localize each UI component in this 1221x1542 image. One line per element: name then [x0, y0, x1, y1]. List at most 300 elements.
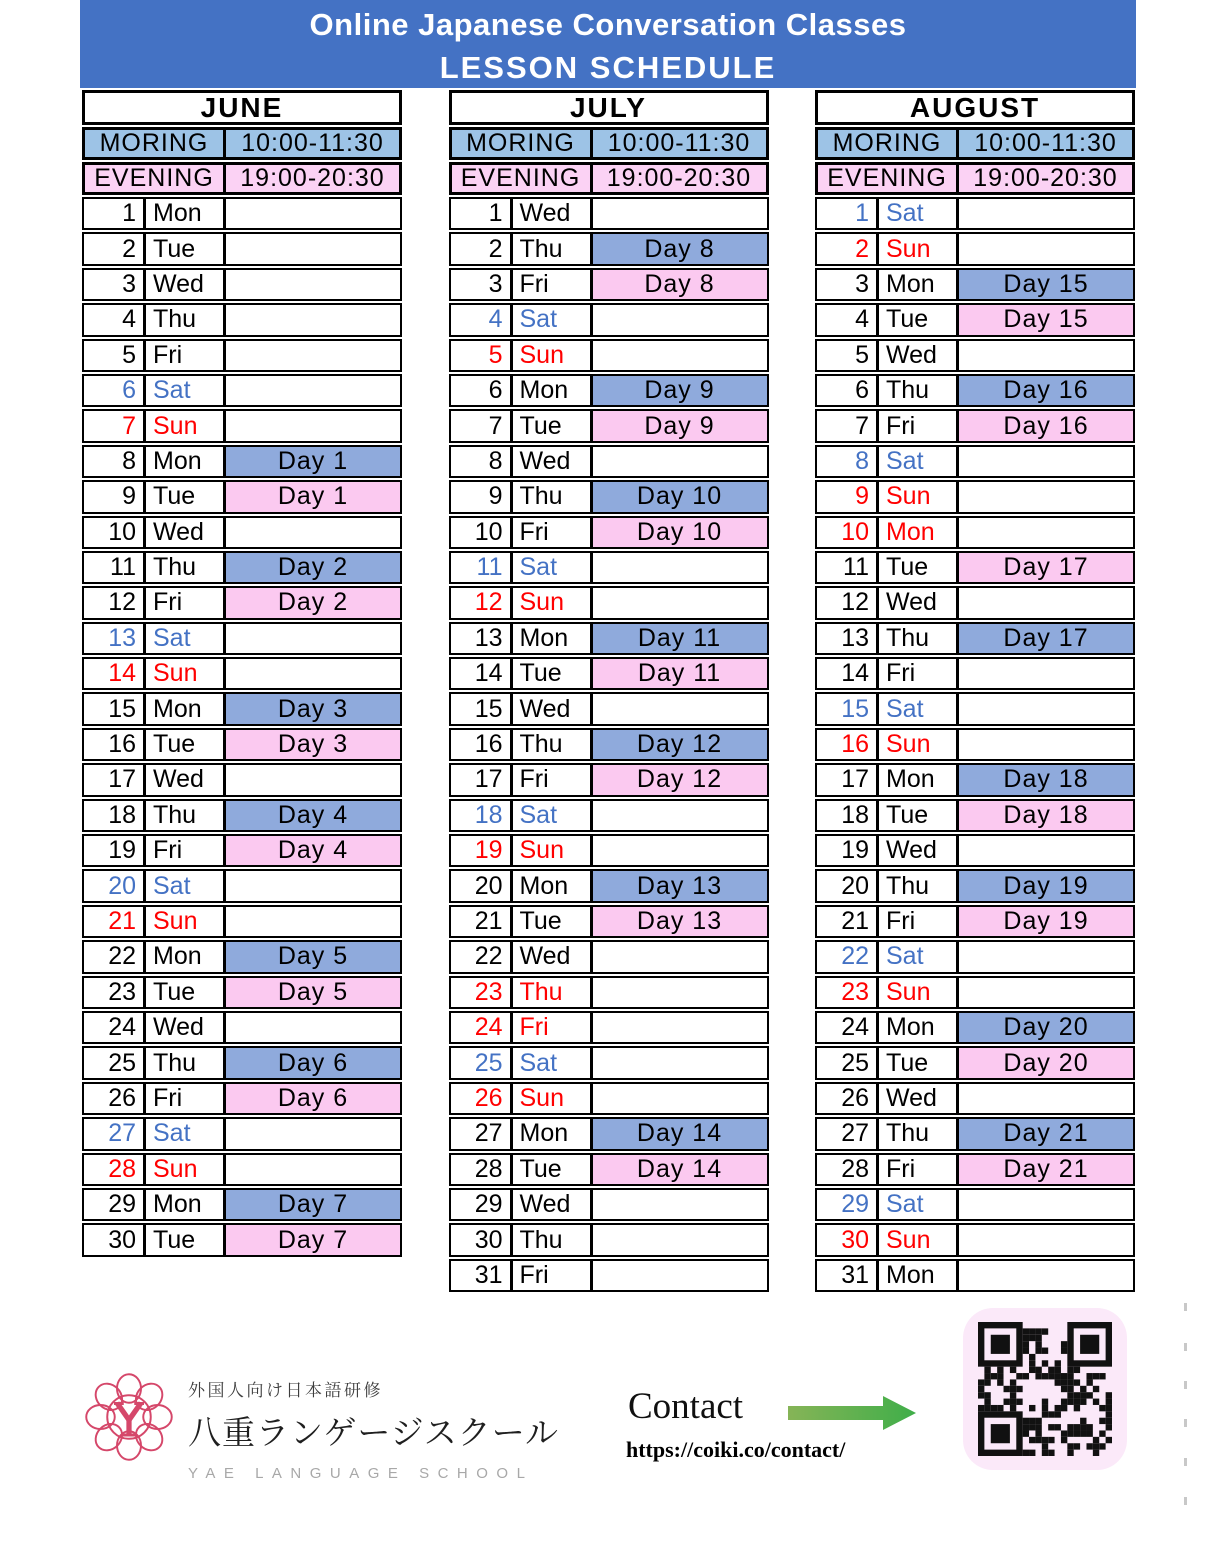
- day-row: [82, 692, 402, 725]
- day-row: [449, 303, 769, 336]
- day-number: 3: [817, 270, 879, 299]
- lesson-cell: [593, 694, 767, 723]
- day-row: [82, 586, 402, 619]
- day-number: 19: [817, 836, 879, 865]
- page-title: Online Japanese Conversation Classes: [309, 7, 907, 42]
- day-row: [815, 409, 1135, 442]
- school-name-jp: 八重ランゲージスクール: [188, 1414, 560, 1451]
- day-number: 6: [451, 376, 513, 405]
- day-number: 29: [451, 1190, 513, 1219]
- lesson-cell: [226, 234, 400, 263]
- lesson-cell: Day 4: [226, 836, 400, 865]
- day-number: 30: [84, 1225, 146, 1254]
- page-subtitle: LESSON SCHEDULE: [439, 50, 777, 85]
- day-name: Tue: [879, 305, 959, 334]
- lesson-cell: Day 2: [226, 588, 400, 617]
- day-name: Thu: [146, 553, 226, 582]
- day-row: [815, 374, 1135, 407]
- school-identity: [188, 1376, 559, 1482]
- lesson-cell: [959, 341, 1133, 370]
- trim-mark: [1184, 1343, 1187, 1351]
- day-row: [815, 657, 1135, 690]
- day-name: Tue: [146, 978, 226, 1007]
- day-number: 9: [451, 482, 513, 511]
- day-number: 23: [451, 978, 513, 1007]
- day-row: [449, 657, 769, 690]
- lesson-cell: Day 12: [593, 730, 767, 759]
- day-name: Fri: [879, 907, 959, 936]
- day-name: Thu: [146, 1048, 226, 1077]
- lesson-cell: Day 6: [226, 1084, 400, 1113]
- session-time: 19:00-20:30: [226, 165, 399, 192]
- day-number: 15: [817, 694, 879, 723]
- day-row: [449, 445, 769, 478]
- arrow-right-icon: [788, 1392, 918, 1439]
- day-number: 25: [451, 1048, 513, 1077]
- month-title: JULY: [449, 90, 769, 125]
- lesson-cell: [593, 1225, 767, 1254]
- school-name-en: YAE LANGUAGE SCHOOL: [188, 1465, 534, 1482]
- lesson-cell: Day 18: [959, 801, 1133, 830]
- day-number: 3: [84, 270, 146, 299]
- session-time: 19:00-20:30: [593, 165, 766, 192]
- day-number: 26: [817, 1084, 879, 1113]
- day-number: 5: [817, 341, 879, 370]
- day-name: Tue: [879, 801, 959, 830]
- day-row: [449, 1153, 769, 1186]
- session-label: MORING: [85, 130, 226, 157]
- lesson-cell: [226, 659, 400, 688]
- day-name: Mon: [146, 942, 226, 971]
- day-row: [815, 799, 1135, 832]
- session-label: EVENING: [818, 165, 959, 192]
- day-name: Sun: [146, 1155, 226, 1184]
- day-name: Sun: [879, 730, 959, 759]
- day-name: Tue: [146, 482, 226, 511]
- session-time: 10:00-11:30: [226, 130, 399, 157]
- day-name: Thu: [513, 1225, 593, 1254]
- lesson-cell: Day 11: [593, 624, 767, 653]
- day-number: 20: [817, 871, 879, 900]
- lesson-cell: Day 3: [226, 694, 400, 723]
- day-row: [449, 1223, 769, 1256]
- day-row: [449, 197, 769, 230]
- qr-panel: [963, 1308, 1127, 1470]
- day-name: Fri: [146, 1084, 226, 1113]
- day-name: Mon: [513, 871, 593, 900]
- lesson-cell: [593, 836, 767, 865]
- month-june: [82, 90, 402, 1259]
- day-row: [815, 728, 1135, 761]
- day-number: 20: [451, 871, 513, 900]
- day-number: 21: [84, 907, 146, 936]
- day-row: [815, 1117, 1135, 1150]
- day-name: Sat: [879, 199, 959, 228]
- lesson-cell: Day 10: [593, 518, 767, 547]
- day-name: Sat: [146, 871, 226, 900]
- lesson-cell: Day 19: [959, 907, 1133, 936]
- day-name: Mon: [879, 765, 959, 794]
- trim-mark: [1184, 1458, 1187, 1466]
- lesson-cell: Day 15: [959, 305, 1133, 334]
- day-row: [815, 516, 1135, 549]
- day-number: 29: [84, 1190, 146, 1219]
- day-row: [449, 409, 769, 442]
- day-number: 11: [84, 553, 146, 582]
- day-name: Sat: [879, 942, 959, 971]
- day-name: Sat: [513, 801, 593, 830]
- lesson-cell: [593, 978, 767, 1007]
- day-number: 13: [84, 624, 146, 653]
- day-name: Sun: [513, 588, 593, 617]
- day-name: Sat: [513, 1048, 593, 1077]
- day-number: 17: [84, 765, 146, 794]
- day-number: 31: [817, 1261, 879, 1290]
- day-name: Mon: [146, 694, 226, 723]
- day-name: Thu: [879, 1119, 959, 1148]
- day-row: [815, 551, 1135, 584]
- day-name: Sat: [146, 1119, 226, 1148]
- day-number: 22: [817, 942, 879, 971]
- lesson-cell: [959, 1225, 1133, 1254]
- day-number: 18: [451, 801, 513, 830]
- lesson-cell: [226, 624, 400, 653]
- day-name: Sat: [146, 376, 226, 405]
- lesson-cell: [593, 1190, 767, 1219]
- session-label: MORING: [818, 130, 959, 157]
- day-name: Tue: [513, 659, 593, 688]
- day-name: Sat: [146, 624, 226, 653]
- day-name: Fri: [879, 1155, 959, 1184]
- day-name: Wed: [513, 199, 593, 228]
- day-row: [82, 303, 402, 336]
- lesson-cell: Day 3: [226, 730, 400, 759]
- lesson-cell: [226, 305, 400, 334]
- day-name: Mon: [879, 270, 959, 299]
- day-number: 1: [84, 199, 146, 228]
- day-number: 6: [84, 376, 146, 405]
- lesson-cell: Day 6: [226, 1048, 400, 1077]
- day-name: Sun: [146, 411, 226, 440]
- lesson-cell: [959, 978, 1133, 1007]
- day-number: 7: [817, 411, 879, 440]
- day-row: [82, 480, 402, 513]
- day-row: [815, 480, 1135, 513]
- month-august: [815, 90, 1135, 1294]
- day-number: 30: [451, 1225, 513, 1254]
- day-name: Fri: [513, 1013, 593, 1042]
- day-number: 5: [84, 341, 146, 370]
- lesson-cell: [593, 1048, 767, 1077]
- day-name: Sat: [879, 1190, 959, 1219]
- session-label: EVENING: [85, 165, 226, 192]
- day-name: Tue: [146, 1225, 226, 1254]
- lesson-cell: [226, 518, 400, 547]
- lesson-cell: Day 13: [593, 907, 767, 936]
- day-name: Fri: [513, 1261, 593, 1290]
- day-row: [82, 374, 402, 407]
- session-time: 10:00-11:30: [959, 130, 1132, 157]
- contact-url[interactable]: https://coiki.co/contact/: [626, 1437, 846, 1462]
- lesson-cell: Day 20: [959, 1048, 1133, 1077]
- lesson-cell: [593, 1084, 767, 1113]
- day-name: Mon: [146, 1190, 226, 1219]
- day-name: Wed: [513, 694, 593, 723]
- session-header-row: [449, 127, 769, 160]
- day-row: [815, 586, 1135, 619]
- lesson-cell: Day 21: [959, 1155, 1133, 1184]
- day-number: 11: [817, 553, 879, 582]
- day-row: [449, 374, 769, 407]
- day-row: [82, 905, 402, 938]
- day-row: [449, 339, 769, 372]
- day-row: [449, 232, 769, 265]
- day-name: Tue: [879, 553, 959, 582]
- day-name: Sun: [146, 659, 226, 688]
- day-name: Tue: [146, 234, 226, 263]
- day-number: 21: [817, 907, 879, 936]
- day-name: Wed: [146, 1013, 226, 1042]
- contact-label: Contact: [628, 1386, 744, 1427]
- day-row: [815, 1153, 1135, 1186]
- day-number: 2: [817, 234, 879, 263]
- day-number: 1: [817, 199, 879, 228]
- day-number: 12: [451, 588, 513, 617]
- day-number: 7: [451, 411, 513, 440]
- lesson-cell: [226, 907, 400, 936]
- day-number: 10: [817, 518, 879, 547]
- lesson-cell: [593, 942, 767, 971]
- day-number: 24: [84, 1013, 146, 1042]
- lesson-cell: [593, 305, 767, 334]
- day-name: Sun: [879, 234, 959, 263]
- day-row: [82, 834, 402, 867]
- day-row: [449, 905, 769, 938]
- session-time: 19:00-20:30: [959, 165, 1132, 192]
- day-row: [82, 1117, 402, 1150]
- day-row: [82, 976, 402, 1009]
- day-row: [449, 516, 769, 549]
- lesson-cell: Day 8: [593, 270, 767, 299]
- day-number: 25: [84, 1048, 146, 1077]
- lesson-cell: [959, 518, 1133, 547]
- day-name: Fri: [513, 765, 593, 794]
- lesson-cell: Day 20: [959, 1013, 1133, 1042]
- day-row: [449, 586, 769, 619]
- day-row: [449, 268, 769, 301]
- day-name: Thu: [513, 482, 593, 511]
- day-row: [82, 657, 402, 690]
- day-number: 3: [451, 270, 513, 299]
- day-number: 19: [451, 836, 513, 865]
- day-number: 28: [84, 1155, 146, 1184]
- day-row: [82, 516, 402, 549]
- lesson-cell: [959, 730, 1133, 759]
- lesson-cell: Day 2: [226, 553, 400, 582]
- lesson-cell: Day 14: [593, 1119, 767, 1148]
- day-row: [449, 976, 769, 1009]
- day-number: 19: [84, 836, 146, 865]
- banner: [80, 0, 1136, 88]
- lesson-cell: Day 18: [959, 765, 1133, 794]
- day-name: Sat: [879, 694, 959, 723]
- day-number: 16: [817, 730, 879, 759]
- day-number: 27: [817, 1119, 879, 1148]
- lesson-cell: Day 14: [593, 1155, 767, 1184]
- day-name: Thu: [513, 730, 593, 759]
- lesson-cell: Day 11: [593, 659, 767, 688]
- day-number: 14: [84, 659, 146, 688]
- day-name: Mon: [879, 1261, 959, 1290]
- day-name: Tue: [513, 411, 593, 440]
- lesson-cell: [593, 341, 767, 370]
- day-number: 10: [451, 518, 513, 547]
- trim-mark: [1184, 1381, 1187, 1389]
- day-number: 4: [84, 305, 146, 334]
- day-number: 11: [451, 553, 513, 582]
- day-name: Wed: [879, 836, 959, 865]
- day-number: 10: [84, 518, 146, 547]
- day-number: 14: [817, 659, 879, 688]
- day-row: [82, 197, 402, 230]
- trim-mark: [1184, 1303, 1187, 1311]
- lesson-cell: [226, 341, 400, 370]
- day-number: 24: [451, 1013, 513, 1042]
- day-row: [82, 1011, 402, 1044]
- lesson-cell: [593, 1013, 767, 1042]
- day-number: 7: [84, 411, 146, 440]
- day-number: 31: [451, 1261, 513, 1290]
- day-row: [82, 1082, 402, 1115]
- day-name: Wed: [146, 765, 226, 794]
- day-name: Fri: [879, 659, 959, 688]
- day-number: 13: [451, 624, 513, 653]
- day-number: 28: [817, 1155, 879, 1184]
- day-row: [82, 1046, 402, 1079]
- day-number: 21: [451, 907, 513, 936]
- day-row: [815, 905, 1135, 938]
- day-name: Fri: [146, 588, 226, 617]
- lesson-cell: [959, 234, 1133, 263]
- day-number: 12: [817, 588, 879, 617]
- day-row: [815, 268, 1135, 301]
- yae-school-logo-icon: [84, 1372, 174, 1467]
- session-header-row: [82, 162, 402, 195]
- day-number: 26: [451, 1084, 513, 1113]
- day-number: 28: [451, 1155, 513, 1184]
- qr-code[interactable]: [978, 1322, 1112, 1456]
- lesson-cell: Day 15: [959, 270, 1133, 299]
- day-row: [815, 232, 1135, 265]
- day-row: [82, 763, 402, 796]
- day-name: Sun: [146, 907, 226, 936]
- day-number: 15: [84, 694, 146, 723]
- day-row: [449, 480, 769, 513]
- day-name: Fri: [146, 836, 226, 865]
- day-row: [82, 940, 402, 973]
- day-name: Thu: [879, 624, 959, 653]
- day-number: 16: [84, 730, 146, 759]
- lesson-cell: [959, 588, 1133, 617]
- day-name: Tue: [146, 730, 226, 759]
- day-number: 1: [451, 199, 513, 228]
- lesson-cell: [593, 588, 767, 617]
- day-row: [815, 763, 1135, 796]
- day-row: [449, 551, 769, 584]
- trim-mark: [1184, 1419, 1187, 1427]
- day-row: [449, 940, 769, 973]
- lesson-cell: Day 10: [593, 482, 767, 511]
- day-name: Wed: [513, 447, 593, 476]
- lesson-cell: [226, 270, 400, 299]
- day-name: Thu: [146, 801, 226, 830]
- day-name: Sun: [513, 341, 593, 370]
- day-row: [449, 1082, 769, 1115]
- day-number: 8: [817, 447, 879, 476]
- lesson-cell: [959, 836, 1133, 865]
- lesson-cell: [226, 765, 400, 794]
- lesson-cell: [593, 553, 767, 582]
- day-name: Fri: [146, 341, 226, 370]
- day-row: [82, 1223, 402, 1256]
- day-number: 27: [451, 1119, 513, 1148]
- day-name: Thu: [513, 978, 593, 1007]
- lesson-cell: [959, 659, 1133, 688]
- day-name: Tue: [513, 907, 593, 936]
- trim-mark: [1184, 1497, 1187, 1505]
- session-header-row: [449, 162, 769, 195]
- day-row: [449, 692, 769, 725]
- school-tagline: 外国人向け日本語研修: [188, 1381, 383, 1400]
- day-name: Thu: [879, 871, 959, 900]
- lesson-cell: [226, 1119, 400, 1148]
- day-row: [449, 1011, 769, 1044]
- day-name: Wed: [879, 1084, 959, 1113]
- lesson-cell: [593, 801, 767, 830]
- day-row: [815, 834, 1135, 867]
- day-row: [449, 834, 769, 867]
- session-header-row: [815, 162, 1135, 195]
- day-number: 15: [451, 694, 513, 723]
- lesson-cell: Day 4: [226, 801, 400, 830]
- day-number: 18: [84, 801, 146, 830]
- lesson-cell: [959, 1190, 1133, 1219]
- lesson-cell: [226, 1013, 400, 1042]
- day-number: 20: [84, 871, 146, 900]
- lesson-cell: [959, 199, 1133, 228]
- day-name: Thu: [879, 376, 959, 405]
- day-name: Mon: [513, 1119, 593, 1148]
- day-number: 26: [84, 1084, 146, 1113]
- day-row: [449, 1259, 769, 1292]
- day-number: 25: [817, 1048, 879, 1077]
- day-name: Sun: [513, 836, 593, 865]
- day-name: Sun: [879, 482, 959, 511]
- day-name: Mon: [146, 199, 226, 228]
- lesson-cell: Day 16: [959, 411, 1133, 440]
- lesson-cell: [226, 376, 400, 405]
- day-name: Sun: [879, 1225, 959, 1254]
- day-name: Mon: [146, 447, 226, 476]
- lesson-cell: [959, 482, 1133, 511]
- day-row: [449, 1046, 769, 1079]
- lesson-cell: Day 7: [226, 1225, 400, 1254]
- day-number: 4: [817, 305, 879, 334]
- lesson-cell: [959, 447, 1133, 476]
- lesson-cell: Day 19: [959, 871, 1133, 900]
- day-row: [82, 409, 402, 442]
- day-row: [449, 622, 769, 655]
